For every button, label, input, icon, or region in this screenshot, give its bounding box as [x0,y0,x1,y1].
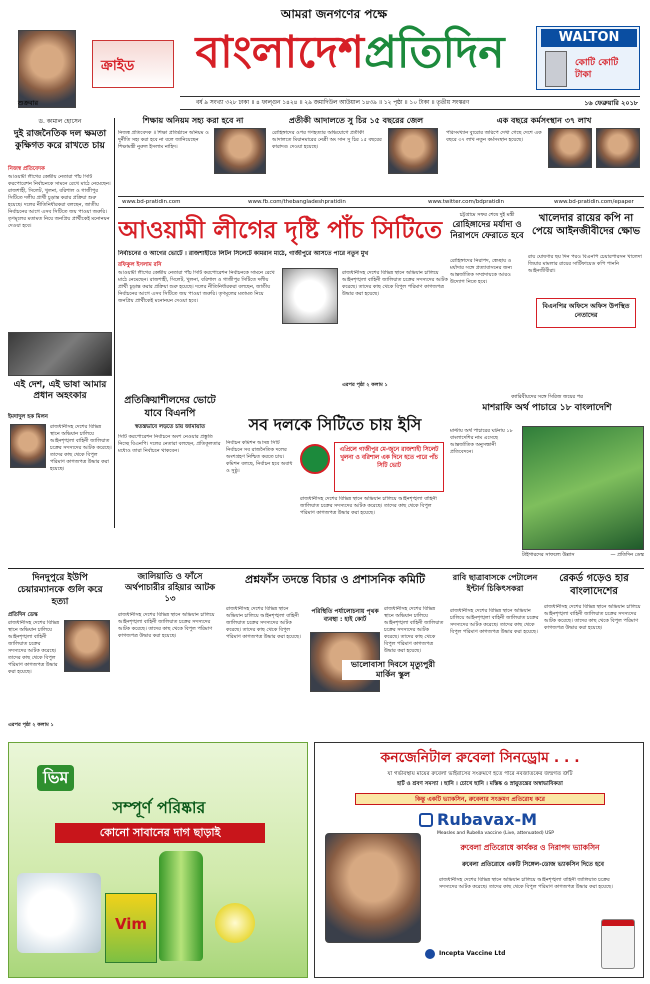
story-suu-kyi-headline[interactable]: প্রতীকী আদালতে সু চির ১৫ বছরের জেল [288,116,424,125]
rubavax-claim: রুবেলা প্রতিরোধে কার্যকর ও নিরাপদ ভ্যাকসিন [460,843,600,852]
rohingya-text: রোহিঙ্গাদের নিরাপদ, স্বেচ্ছায় ও মর্যাদার সঙ্গে প্রত্যাবাসনের জন্য আন্তর্জাতিক সম্প্রদায়কে আরও উদ্যোগ নিতে হবে। [450,258,512,285]
twitter-link[interactable]: www.twitter.com/bdpratidin [428,199,505,205]
vim-lemon-image [215,903,255,943]
mother-baby-image [325,833,421,943]
khaleda-headline[interactable]: খালেদার রায়ের কপি না পেয়ে আইনজীবীদের ক্ষোভ [531,213,641,237]
ec-callout-box [334,442,444,492]
cricket-kicker: ক্যারিবীয়দের সঙ্গে সিরিজ জয়ের পর [511,394,583,400]
rubella-banner-text: কিন্তু একটি ভ্যাকসিন, রুবেলার সংক্রমণ প্রতিরোধ করে [415,796,545,803]
rubavax-name: Rubavax-M [437,810,538,829]
left-lower-story [8,572,112,732]
rubella-ad[interactable] [314,742,644,978]
epaper-link[interactable]: www.bd-pratidin.com/epaper [554,199,634,205]
doctor-headline[interactable]: রাবি ছাত্রাবাসকে পেটালেন ইন্টার্ন চিকিৎসকরা [452,573,538,593]
story-suu-kyi [272,116,440,190]
probe-headline[interactable]: প্রশ্নফাঁস তদন্তে বিচার ও প্রশাসনিক কমিটি [244,573,426,586]
rubavax-sub: Measles and Rubella vaccine (Live, attenuated) USP [437,831,554,836]
rubella-line2: হার্ট ও শ্রবণ সমস্যা । ছানি । চোখে ছানি । মস্তিষ্ক ও স্নায়ুতন্ত্রের অস্বাভাবিকতা [397,781,563,787]
left-headline-3[interactable]: দিনদুপুরে ইউপি চেয়ারম্যানকে গুলি করে হত্যা [17,573,103,607]
incepta-name: Incepta Vaccine Ltd [439,950,506,957]
jaliati-text: রাজধানীসহ দেশের বিভিন্ন স্থানে অভিযান চালিয়ে আইনশৃঙ্খলা বাহিনী জালিয়াত চক্রের সদস্যদের আটক করেছে। তাদের কাছ থেকে বিপুল পরিমাণ কাগজপত্র উদ্ধার করা হয়েছে। [118,612,215,639]
section-divider [8,568,644,569]
school-story [342,660,444,734]
ec-logo [300,444,330,474]
probe-text-2: রাজধানীসহ দেশের বিভিন্ন স্থানে অভিযান চালিয়ে আইনশৃঙ্খলা বাহিনী জালিয়াত চক্রের সদস্যদের আটক করেছে। তাদের কাছ থেকে বিপুল পরিমাণ কাগজপত্র উদ্ধার করা হয়েছে। [384,606,444,654]
story-employment-text: পরিসংখ্যান ব্যুরোর জরিপে দেখা গেছে দেশে এক বছরে ৩৭ লাখ নতুন কর্মসংস্থান হয়েছে। [446,130,542,143]
issue-line: বর্ষ ৯ সংখ্যা ৩২৮ ঢাকা ॥ ৪ ফাল্গুন ১৪২৪ ॥ ২৯ জমাদিউল আউয়াল ১৪৩৯ ॥ ১২ পৃষ্ঠা ॥ ১০ টাকা ॥ তৃতীয় সংস্করণ [196,100,470,106]
bnp-vote-headline[interactable]: প্রতিক্রিয়াশীলদের ভোটে যাবে বিএনপি [124,395,216,419]
jaliati-headline[interactable]: জালিয়াতি ও ফাঁসে অর্থপাচারীর রহিয়ার আটক ১৩ [124,572,216,604]
rubavax-vial-image [601,919,635,969]
lead-reporter: রফিকুল ইসলাম রনি [118,262,162,268]
vim-ad[interactable] [8,742,308,978]
left-promo-ad[interactable] [92,40,174,88]
school-headline[interactable]: ভালোবাসা দিবসে মৃত্যুপুরী মার্কিন স্কুল [342,660,444,680]
rubella-banner [355,793,605,805]
title-accent: প্রতিদিন [364,27,505,78]
story-suu-kyi-photo [388,128,438,174]
lead-body: আওয়ামী লীগের কেন্দ্রীয় নেতারা পাঁচ সিটি করপোরেশন নির্বাচনকে সামনে রেখে মাঠে নেমেছেন। রাজশাহী, সিলেট, খুলনা, বরিশাল ও গাজীপুর সিটিতে দলীয় প্রার্থী চূড়ান্ত করার প্রক্রিয়া শুরু হয়েছে। দলের নীতিনির্ধারকরা বলছেন, জাতীয় নির্বাচনের আগে এসব সিটিতে জয় পাওয়া জরুরি। তৃণমূলের মতামত নিয়ে জনপ্রিয় প্রার্থীকেই মনোনয়ন দেওয়া হবে। [118,270,275,304]
rubella-title: কনজেনিটাল রুবেলা সিনড্রোম . . . [380,750,580,766]
newspaper-title[interactable] [180,20,520,88]
left-reporter-1: নিজস্ব প্রতিবেদক [8,166,45,172]
links-bar [118,196,644,208]
story-employment-photo-2 [596,128,640,168]
walton-offer: কোটি কোটি টাকা [575,58,619,81]
doctor-story [450,572,540,732]
walton-ad[interactable] [536,26,640,90]
cricket-headline[interactable]: মাশরাফি অর্থ পাচারে ১৮ বাংলাদেশি [482,403,612,413]
column-divider-left [114,118,115,528]
facebook-link[interactable]: www.fb.com/thebangladeshpratidin [248,199,346,205]
ec-text-2: রাজধানীসহ দেশের বিভিন্ন স্থানে অভিযান চালিয়ে আইনশৃঙ্খলা বাহিনী জালিয়াত চক্রের সদস্যদের আটক করেছে। তাদের কাছ থেকে বিপুল পরিমাণ কাগজপত্র উদ্ধার করা হয়েছে। [300,496,437,516]
doctor-text: রাজধানীসহ দেশের বিভিন্ন স্থানে অভিযান চালিয়ে আইনশৃঙ্খলা বাহিনী জালিয়াত চক্রের সদস্যদের আটক করেছে। তাদের কাছ থেকে বিপুল পরিমাণ কাগজপত্র উদ্ধার করা হয়েছে। [450,608,539,635]
chairman-photo [64,620,110,672]
lead-headline[interactable]: আওয়ামী লীগের দৃষ্টি পাঁচ সিটিতে [118,216,443,244]
left-reporter-2: ইমদাদুল হক মিলন [8,414,48,420]
story-employment [446,116,642,190]
dateline-bar [18,96,640,110]
left-body-2: রাজধানীসহ দেশের বিভিন্ন স্থানে অভিযান চালিয়ে আইনশৃঙ্খলা বাহিনী জালিয়াত চক্রের সদস্যদের আটক করেছে। তাদের কাছ থেকে বিপুল পরিমাণ কাগজপত্র উদ্ধার করা হয়েছে। [50,424,112,472]
vim-pack-image [105,893,157,963]
record-text: রাজধানীসহ দেশের বিভিন্ন স্থানে অভিযান চালিয়ে আইনশৃঙ্খলা বাহিনী জালিয়াত চক্রের সদস্যদের আটক করেছে। তাদের কাছ থেকে বিপুল পরিমাণ কাগজপত্র উদ্ধার করা হয়েছে। [544,604,641,631]
vim-banner: সম্পূর্ণ পরিষ্কার [112,798,206,817]
vim-brand: Vim [114,915,148,933]
rubella-line1: যা গর্ভাবস্থায় মায়ের রুবেলা ভাইরাসের সংক্রমণে হতে পারে নবজাতকের জন্মগত ত্রুটি [387,771,573,777]
cricket-story [450,394,644,566]
left-continue[interactable]: এরপর পৃষ্ঠা ২ কলাম ১ [8,722,54,728]
bnp-box-text: বিএনপির অফিসে অফিস উপস্থিত নেতাদের [542,302,630,319]
vim-sub-text: কোনো সাবানের দাগ ছাড়াই [99,826,221,839]
ec-headline[interactable]: সব দলকে সিটিতে চায় ইসি [248,415,422,434]
ec-text: নির্বাচন কমিশন আসন্ন সিটি নির্বাচনে সব রাজনৈতিক দলের অংশগ্রহণ নিশ্চিত করতে চায়। কমিশন বলছে, নির্বাচন হবে অবাধ ও সুষ্ঠু। [226,440,293,474]
day-label: শুক্রবার [18,99,39,107]
khaleda-text: রায় ঘোষণার ছয় দিন পরও বিএনপি চেয়ারপারসন খালেদা জিয়ার মামলার রায়ের সার্টিফায়েড কপি পাননি আইনজীবীরা। [528,254,642,274]
record-story [544,572,644,732]
vim-sub-banner [55,823,265,843]
rubavax-logo [419,813,433,827]
left-reporter-3: প্রতিদিন ডেস্ক [8,612,38,618]
lead-continue[interactable]: এরপর পৃষ্ঠা ২ কলাম ১ [342,382,388,388]
cricket-photo [522,426,644,550]
left-headline-2[interactable]: এই দেশ, এই ভাষা আমার প্রধান অহংকার [13,380,107,401]
story-education [118,116,268,190]
masthead-tagline: আমরা জনগণের পক্ষে [280,7,388,21]
date-label: ১৬ ফেব্রুয়ারি ২০১৮ [584,99,638,107]
left-flag-photo [8,332,112,376]
rubavax-details: রাজধানীসহ দেশের বিভিন্ন স্থানে অভিযান চালিয়ে আইনশৃঙ্খলা বাহিনী জালিয়াত চক্রের সদস্যদের আটক করেছে। তাদের কাছ থেকে বিপুল পরিমাণ কাগজপত্র উদ্ধার করা হয়েছে। [439,877,613,890]
left-body-3: রাজধানীসহ দেশের বিভিন্ন স্থানে অভিযান চালিয়ে আইনশৃঙ্খলা বাহিনী জালিয়াত চক্রের সদস্যদের আটক করেছে। তাদের কাছ থেকে বিপুল পরিমাণ কাগজপত্র উদ্ধার করা হয়েছে। [8,620,60,675]
left-body-1: আওয়ামী লীগের কেন্দ্রীয় নেতারা পাঁচ সিটি করপোরেশন নির্বাচনকে সামনে রেখে মাঠে নেমেছেন। রাজশাহী, সিলেট, খুলনা, বরিশাল ও গাজীপুর সিটিতে দলীয় প্রার্থী চূড়ান্ত করার প্রক্রিয়া শুরু হয়েছে। দলের নীতিনির্ধারকরা বলছেন, জাতীয় নির্বাচনের আগে এসব সিটিতে জয় পাওয়া জরুরি। তৃণমূলের মতামত নিয়ে জনপ্রিয় প্রার্থীকেই মনোনয়ন দেওয়া হবে। [8,174,111,229]
left-column [8,118,112,578]
story-education-headline[interactable]: শিক্ষায় অনিয়ম সহ্য করা হবে না [142,116,244,125]
rohingya-kicker: চট্টগ্রামে সফর শেষে দুই মন্ত্রী [459,212,515,218]
ec-story [226,414,444,564]
masthead [0,0,650,118]
milon-photo [10,424,46,468]
bnp-vote-kicker: স্বতন্ত্রভাবে লড়তে চায় জামায়াত [134,424,206,430]
story-education-text: নিজস্ব প্রতিবেদক ॥ শিক্ষা প্রতিষ্ঠানে অনিয়ম ও দুর্নীতি সহ্য করা হবে না বলে জানিয়েছেন শিক্ষামন্ত্রী নুরুল ইসলাম নাহিদ। [118,130,209,150]
story-suu-kyi-text: রোহিঙ্গাদের ওপর গণহত্যার অভিযোগে প্রতীকী আদালতে মিয়ানমারের নেত্রী অং সান সু চির ১৫ বছরের কারাদণ্ড দেওয়া হয়েছে। [272,130,382,150]
bnp-vote-text: সিটি করপোরেশন নির্বাচনে অংশ নেওয়ার প্রস্তুতি নিচ্ছে বিএনপি। দলের নেতারা বলছেন, প্রতিকূলতার মধ্যেও তারা নির্বাচনে থাকবেন। [118,434,221,454]
incepta-logo-icon [425,949,435,959]
vim-dishes-image [17,873,101,953]
lead-story [118,212,448,392]
fridge-icon [545,51,567,87]
website-link[interactable]: www.bd-pratidin.com [122,199,181,205]
left-headline-1[interactable]: দুই রাজনৈতিক দল ক্ষমতা কুক্ষিগত করে রাখতে চায় [13,129,107,151]
vim-bottle-image [159,851,203,961]
lead-body-2: রাজধানীসহ দেশের বিভিন্ন স্থানে অভিযান চালিয়ে আইনশৃঙ্খলা বাহিনী জালিয়াত চক্রের সদস্যদের আটক করেছে। তাদের কাছ থেকে বিপুল পরিমাণ কাগজপত্র উদ্ধার করা হয়েছে। [342,270,448,297]
record-headline[interactable]: রেকর্ড গড়েও হার বাংলাদেশের [559,573,629,597]
jaliati-story [118,572,222,732]
ec-callout-text: এপ্রিলে গাজীপুর মে-জুনে রাজশাহী সিলেট খুলনা ও বরিশাল এক দিনে হতে পারে পাঁচ সিটি ভোট [339,447,439,469]
probe-subhead: পরিস্থিতি পর্যালোচনায় পৃথক ব্যবস্থা : হাই কোর্ট [311,608,379,624]
probe-text: রাজধানীসহ দেশের বিভিন্ন স্থানে অভিযান চালিয়ে আইনশৃঙ্খলা বাহিনী জালিয়াত চক্রের সদস্যদের আটক করেছে। তাদের কাছ থেকে বিপুল পরিমাণ কাগজপত্র উদ্ধার করা হয়েছে। [226,606,301,640]
cricket-caption: টাইগারদের সাফল্যে উল্লাস [522,552,575,558]
khaleda-story [528,212,644,392]
story-education-photo [214,128,266,174]
lead-subhead: নির্বাচনের ও আগের ভোটে । রাজশাহীতে লিটন সিলেটে কামরান মাঠে, গাজীপুরে আসতে পারে নতুন মুখ [118,250,369,257]
cricket-photo-credit: — প্রতিদিন ডেস্ক [610,552,644,558]
lead-ballot-image [282,268,338,324]
title-main: বাংলাদেশ [195,27,365,78]
cricket-text: মাল্টায় অর্থ পাচারের ঘটনায় ১৮ বাংলাদেশির নাম এসেছে আন্তর্জাতিক অনুসন্ধানী প্রতিবেদনে। [450,428,513,455]
bnp-box [536,298,636,328]
vim-top-badge: ভিম [37,765,74,791]
left-byline: ড. কামাল হোসেন [38,118,82,125]
masthead-portrait [18,30,76,108]
story-employment-photo-1 [548,128,592,168]
rohingya-story [450,212,524,392]
rohingya-headline[interactable]: রোহিঙ্গাদের মর্যাদা ও নিরাপদে ফেরাতে হবে [450,220,524,241]
left-promo-text: ক্রাইড [101,58,135,74]
walton-brand: WALTON [541,29,637,47]
rubavax-note: রুবেলা প্রতিরোধে একটি সিঙ্গেল-ডোজ ভ্যাকসিন দিতে হবে [462,861,604,868]
bnp-vote-story [118,394,222,564]
story-employment-headline[interactable]: এক বছরে কর্মসংস্থান ৩৭ লাখ [496,116,592,125]
